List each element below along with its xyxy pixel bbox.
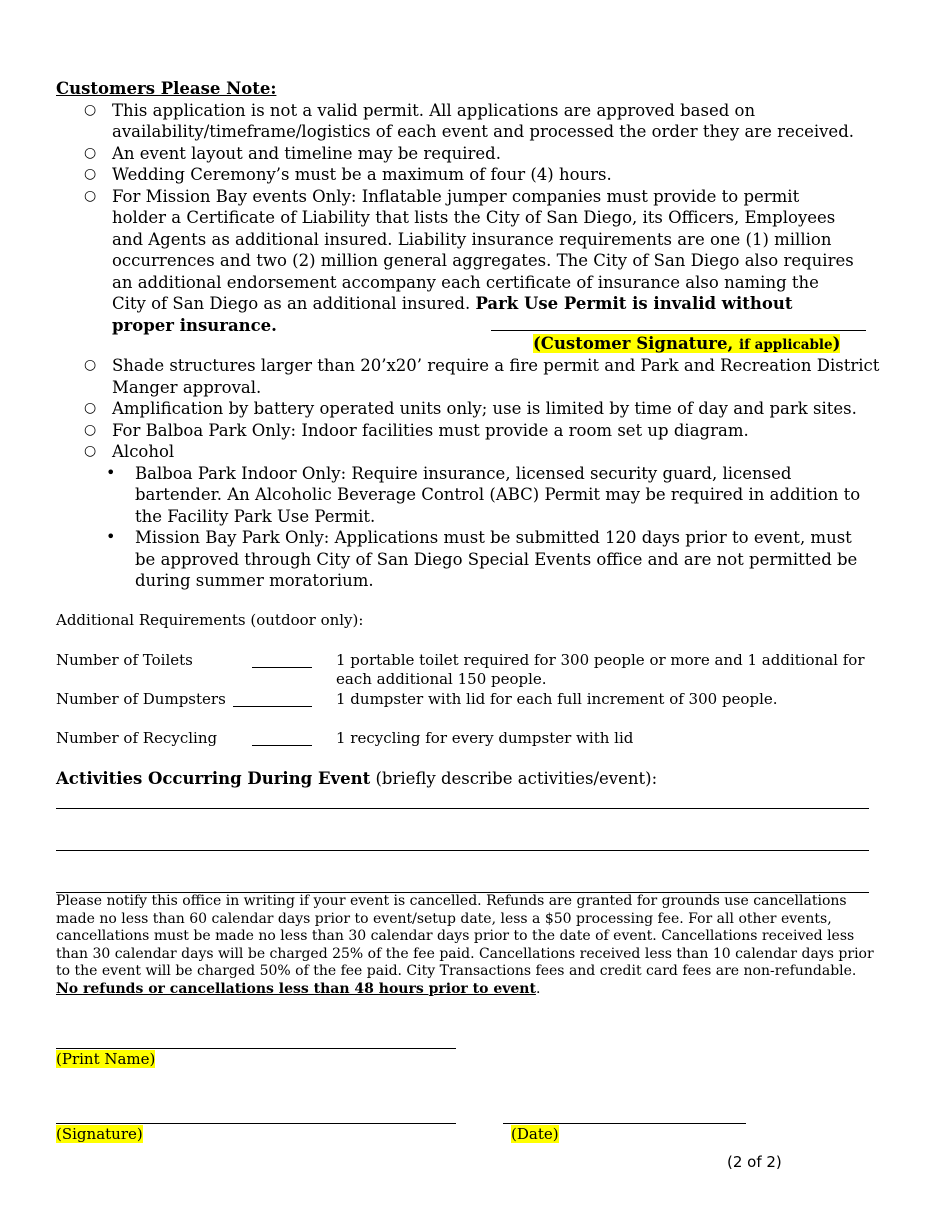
toilets-field[interactable] xyxy=(252,667,312,668)
recycling-note: 1 recycling for every dumpster with lid xyxy=(336,729,634,747)
activities-heading: Activities Occurring During Event (briefly describe activities/event): xyxy=(56,769,658,788)
dumpsters-label: Number of Dumpsters xyxy=(56,690,226,708)
customer-signature-line[interactable] xyxy=(491,330,866,331)
print-name-label: (Print Name) xyxy=(56,1050,156,1068)
list-item: ○ For Balboa Park Only: Indoor facilities must provide a room set up diagram. xyxy=(84,420,749,440)
recycling-field[interactable] xyxy=(252,745,312,746)
list-item-mission-bay: ○ For Mission Bay events Only: Inflatable jumper companies must provide to permit holder a Certificate of Liability that lists the City of San Diego, its Officers, Employees and Agents as additional insured. Liability insurance requirements are one (1) million occurrences and two (2) million general aggregates. The City of San Diego also requires an additional endorsement accompany each certificate of insurance also naming the City of San Diego as an additional insured. Park Use Permit is invalid without proper insurance. xyxy=(84,186,854,335)
list-item-alcohol: ○ Alcohol xyxy=(84,442,175,461)
dot-bullet-icon: • xyxy=(106,462,116,482)
toilets-label: Number of Toilets xyxy=(56,651,193,669)
circle-bullet-icon: ○ xyxy=(84,400,97,416)
notes-section xyxy=(56,78,886,336)
notes-heading: Customers Please Note: xyxy=(56,79,277,98)
dumpsters-field[interactable] xyxy=(233,706,312,707)
customer-signature-label: (Customer Signature, if applicable) xyxy=(533,334,841,353)
recycling-label: Number of Recycling xyxy=(56,729,218,747)
list-item: ○ Shade structures larger than 20’x20’ require a fire permit and Park and Recreation District Manger approval. xyxy=(84,356,880,397)
notes-list-2 xyxy=(56,355,891,592)
additional-heading: Additional Requirements (outdoor only): xyxy=(56,611,364,629)
list-item: ○ An event layout and timeline may be required. xyxy=(84,143,501,163)
circle-bullet-icon: ○ xyxy=(84,443,97,459)
list-item: ○ This application is not a valid permit. All applications are approved based on availability/timeframe/logistics of each event and processed the order they are received. xyxy=(84,100,855,141)
list-item: ○ Wedding Ceremony’s must be a maximum of four (4) hours. xyxy=(84,165,612,184)
print-name-line[interactable] xyxy=(56,1048,456,1049)
dot-bullet-icon: • xyxy=(106,527,116,546)
alcohol-sublist xyxy=(56,463,874,592)
date-label: (Date) xyxy=(511,1125,559,1143)
activities-line-1[interactable] xyxy=(56,808,869,809)
list-item: • Balboa Park Indoor Only: Require insurance, licensed security guard, licensed bartender. An Alcoholic Beverage Control (ABC) Permit may be required in addition to the Facility Park Use Permit. xyxy=(106,462,861,526)
notes-list xyxy=(56,100,886,337)
signature-label: (Signature) xyxy=(56,1125,143,1143)
toilets-note: 1 portable toilet required for 300 people or more and 1 additional for each additional 150 people. xyxy=(336,651,865,688)
signature-line[interactable] xyxy=(56,1123,456,1124)
page-number: (2 of 2) xyxy=(727,1153,782,1171)
dumpsters-note: 1 dumpster with lid for each full increment of 300 people. xyxy=(336,690,778,708)
activities-line-2[interactable] xyxy=(56,850,869,851)
date-line[interactable] xyxy=(503,1123,746,1124)
list-item: ○ Amplification by battery operated units only; use is limited by time of day and park sites. xyxy=(84,399,857,418)
refund-policy: Please notify this office in writing if your event is cancelled. Refunds are granted for grounds use cancellations made no less than 60 calendar days prior to event/setup date, less a $50 processing fee. For all other events, cancellations must be made no less than 30 calendar days prior to the date of event. Cancellations received less than 30 calendar days will be charged 25% of the fee paid. Cancellations received less than 10 calendar days prior to the event will be charged 50% of the fee paid. City Transactions fees and credit card fees are non-refundable. No refunds or cancellations less than 48 hours prior to event. xyxy=(56,893,874,997)
circle-bullet-icon: ○ xyxy=(84,357,97,373)
circle-bullet-icon: ○ xyxy=(84,101,97,118)
circle-bullet-icon: ○ xyxy=(84,421,97,438)
circle-bullet-icon: ○ xyxy=(84,166,97,182)
circle-bullet-icon: ○ xyxy=(84,187,97,204)
list-item: • Mission Bay Park Only: Applications must be submitted 120 days prior to event, must be approved through City of San Diego Special Events office and are not permitted be during summer moratorium. xyxy=(106,527,858,590)
circle-bullet-icon: ○ xyxy=(84,144,97,161)
